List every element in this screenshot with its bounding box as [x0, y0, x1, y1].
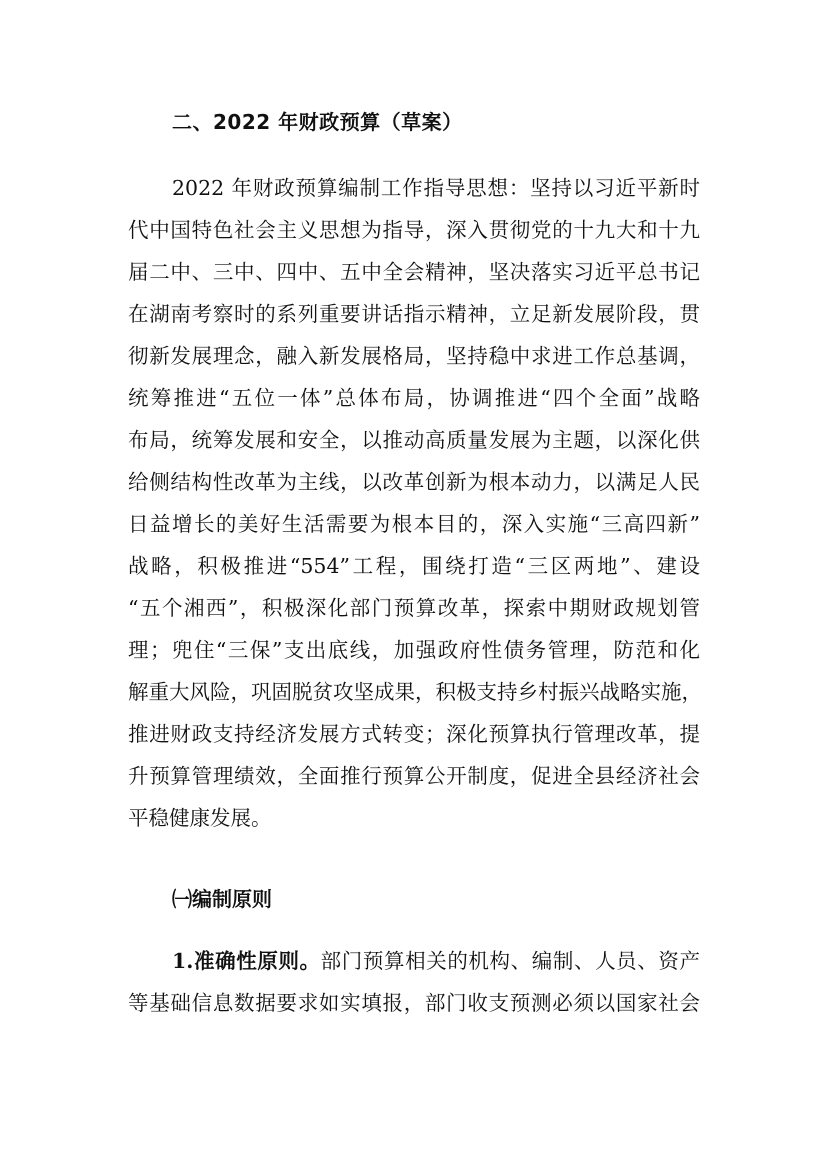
paragraph-line: 2022 年财政预算编制工作指导思想：坚持以习近平新时	[172, 176, 700, 200]
paragraph-line: 在湖南考察时的系列重要讲话指示精神，立足新发展阶段，贯	[128, 302, 700, 326]
paragraph-line: 解重大风险，巩固脱贫攻坚成果，积极支持乡村振兴战略实施，	[128, 680, 702, 704]
paragraph-line: 推进财政支持经济发展方式转变；深化预算执行管理改革，提	[128, 722, 700, 746]
principle-1-line: 等基础信息数据要求如实填报，部门收支预测必须以国家社会	[128, 991, 700, 1015]
paragraph-line: “五个湘西”，积极深化部门预算改革，探索中期财政规划管	[128, 596, 700, 620]
paragraph-line: 布局，统筹发展和安全，以推动高质量发展为主题，以深化供	[128, 428, 700, 452]
principles-heading: ㈠编制原则	[172, 887, 272, 911]
paragraph-line: 届二中、三中、四中、五中全会精神，坚决落实习近平总书记	[128, 260, 700, 284]
paragraph-line: 代中国特色社会主义思想为指导，深入贯彻党的十九大和十九	[128, 218, 700, 242]
paragraph-line: 日益增长的美好生活需要为根本目的，深入实施“三高四新”	[128, 512, 700, 536]
principle-1-text: 部门预算相关的机构、编制、人员、资产	[320, 949, 701, 973]
paragraph-line: 平稳健康发展。	[128, 806, 272, 830]
paragraph-line: 统筹推进“五位一体”总体布局，协调推进“四个全面”战略	[128, 386, 700, 410]
paragraph-line: 彻新发展理念，融入新发展格局，坚持稳中求进工作总基调，	[128, 344, 700, 368]
paragraph-line: 升预算管理绩效，全面推行预算公开制度，促进全县经济社会	[128, 764, 700, 788]
paragraph-line: 战略，积极推进“554”工程，围绕打造“三区两地”、建设	[128, 554, 700, 578]
paragraph-line: 给侧结构性改革为主线，以改革创新为根本动力，以满足人民	[128, 470, 700, 494]
principle-1-line	[172, 947, 700, 975]
principle-1-title: 1.准确性原则。	[172, 949, 321, 973]
section-heading: 二、2022 年财政预算（草案）	[172, 110, 463, 134]
paragraph-line: 理；兜住“三保”支出底线，加强政府性债务管理，防范和化	[128, 638, 700, 662]
